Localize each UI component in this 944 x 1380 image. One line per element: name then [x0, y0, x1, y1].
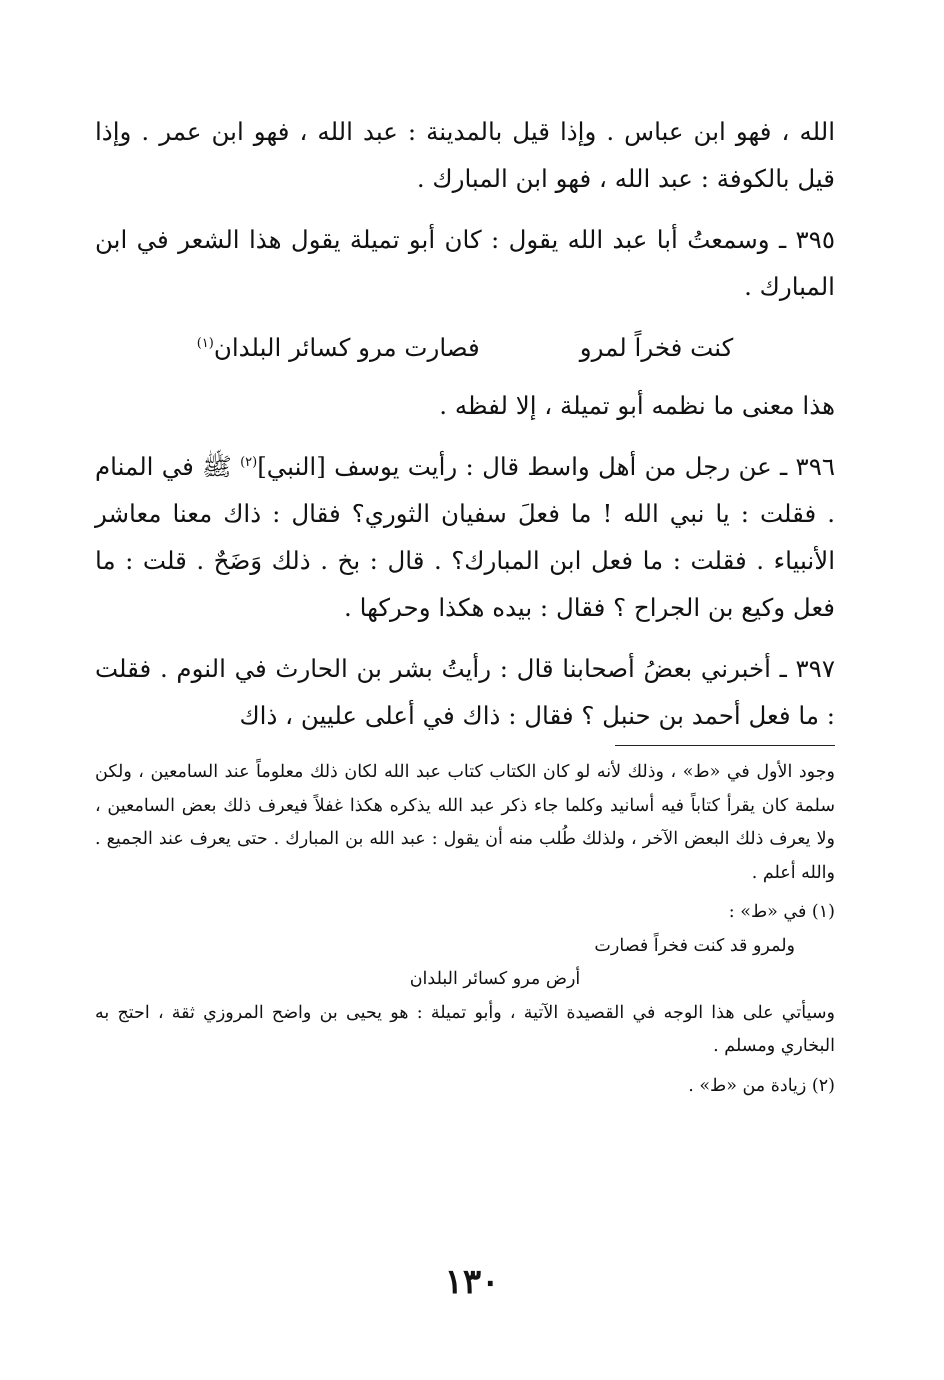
- verse-hemistich-left: [197, 326, 480, 370]
- footnotes: [95, 756, 835, 1103]
- footnote-1-heading: (١) في «ط» :: [728, 902, 835, 922]
- paragraph-397: ٣٩٧ ـ أخبرني بعضُ أصحابنا قال : رأيتُ بشر بن الحارث في النوم . فقلت : ما فعل أحمد بن حنبل ؟ فقال : ذاك في أعلى عليين ، ذاك: [95, 654, 835, 730]
- footnote-ref-2: (٢): [240, 454, 258, 470]
- footnote-1-verse-1: ولمرو قد كنت فخراً فصارت: [594, 935, 795, 956]
- paragraph-continuation: الله ، فهو ابن عباس . وإذا قيل بالمدينة : عبد الله ، فهو ابن عمر . وإذا قيل بالكوفة : عبد الله ، فهو ابن المبارك .: [95, 117, 835, 193]
- page-body: [95, 108, 835, 1103]
- footnote-ref-1: (١): [196, 335, 214, 351]
- verse-hemistich-right: كنت فخراً لمرو: [579, 333, 734, 362]
- footnote-continuation: وجود الأول في «ط» ، وذلك لأنه لو كان الكتاب كتاب عبد الله لكان ذلك معلوماً عند السامعين ، ولكن سلمة كان يقرأ كتاباً فيه أسانيد وكلما جاء ذكر عبد الله يذكره هكذا غفلاً فيعرف ذلك بعض السامعين ، ولا يعرف ذلك البعض الآخر ، ولذلك طُلب منه أن يقول : عبد الله بن المبارك . حتى يعرف عند الجميع . والله أعلم .: [95, 762, 835, 883]
- footnote-2: (٢) زيادة من «ط» .: [688, 1075, 835, 1096]
- verse-hemistich-left-text: فصارت مرو كسائر البلدان: [213, 333, 480, 362]
- poem-verse: [95, 326, 835, 370]
- paragraph-395: ٣٩٥ ـ وسمعتُ أبا عبد الله يقول : كان أبو تميلة يقول هذا الشعر في ابن المبارك .: [95, 225, 835, 301]
- footnote-1-verse-2: أرض مرو كسائر البلدان: [409, 969, 581, 989]
- page-number: ١٣٠: [444, 1262, 500, 1302]
- footnote-1-body: وسيأتي على هذا الوجه في القصيدة الآتية ، وأبو تميلة : هو يحيى بن واضح المروزي ثقة ، احتج به البخاري ومسلم .: [95, 1002, 835, 1056]
- main-text: [95, 108, 835, 739]
- paragraph-note: هذا معنى ما نظمه أبو تميلة ، إلا لفظه .: [439, 391, 835, 420]
- paragraph-396-start: ٣٩٦ ـ عن رجل من أهل واسط قال : رأيت يوسف [النبي]: [257, 452, 836, 481]
- paragraph-396-rest: ﷺ في المنام . فقلت : يا نبي الله ! ما فعلَ سفيان الثوري؟ فقال : ذاك معنا معاشر الأنبياء . فقلت : ما فعل ابن المبارك؟ . قال : بخ . ذلك وَضَحٌ . قلت : ما فعل وكيع بن الجراح ؟ فقال : بيده هكذا وحركها .: [95, 452, 835, 622]
- paragraph-396: [95, 443, 835, 631]
- footnote-divider: [615, 745, 835, 746]
